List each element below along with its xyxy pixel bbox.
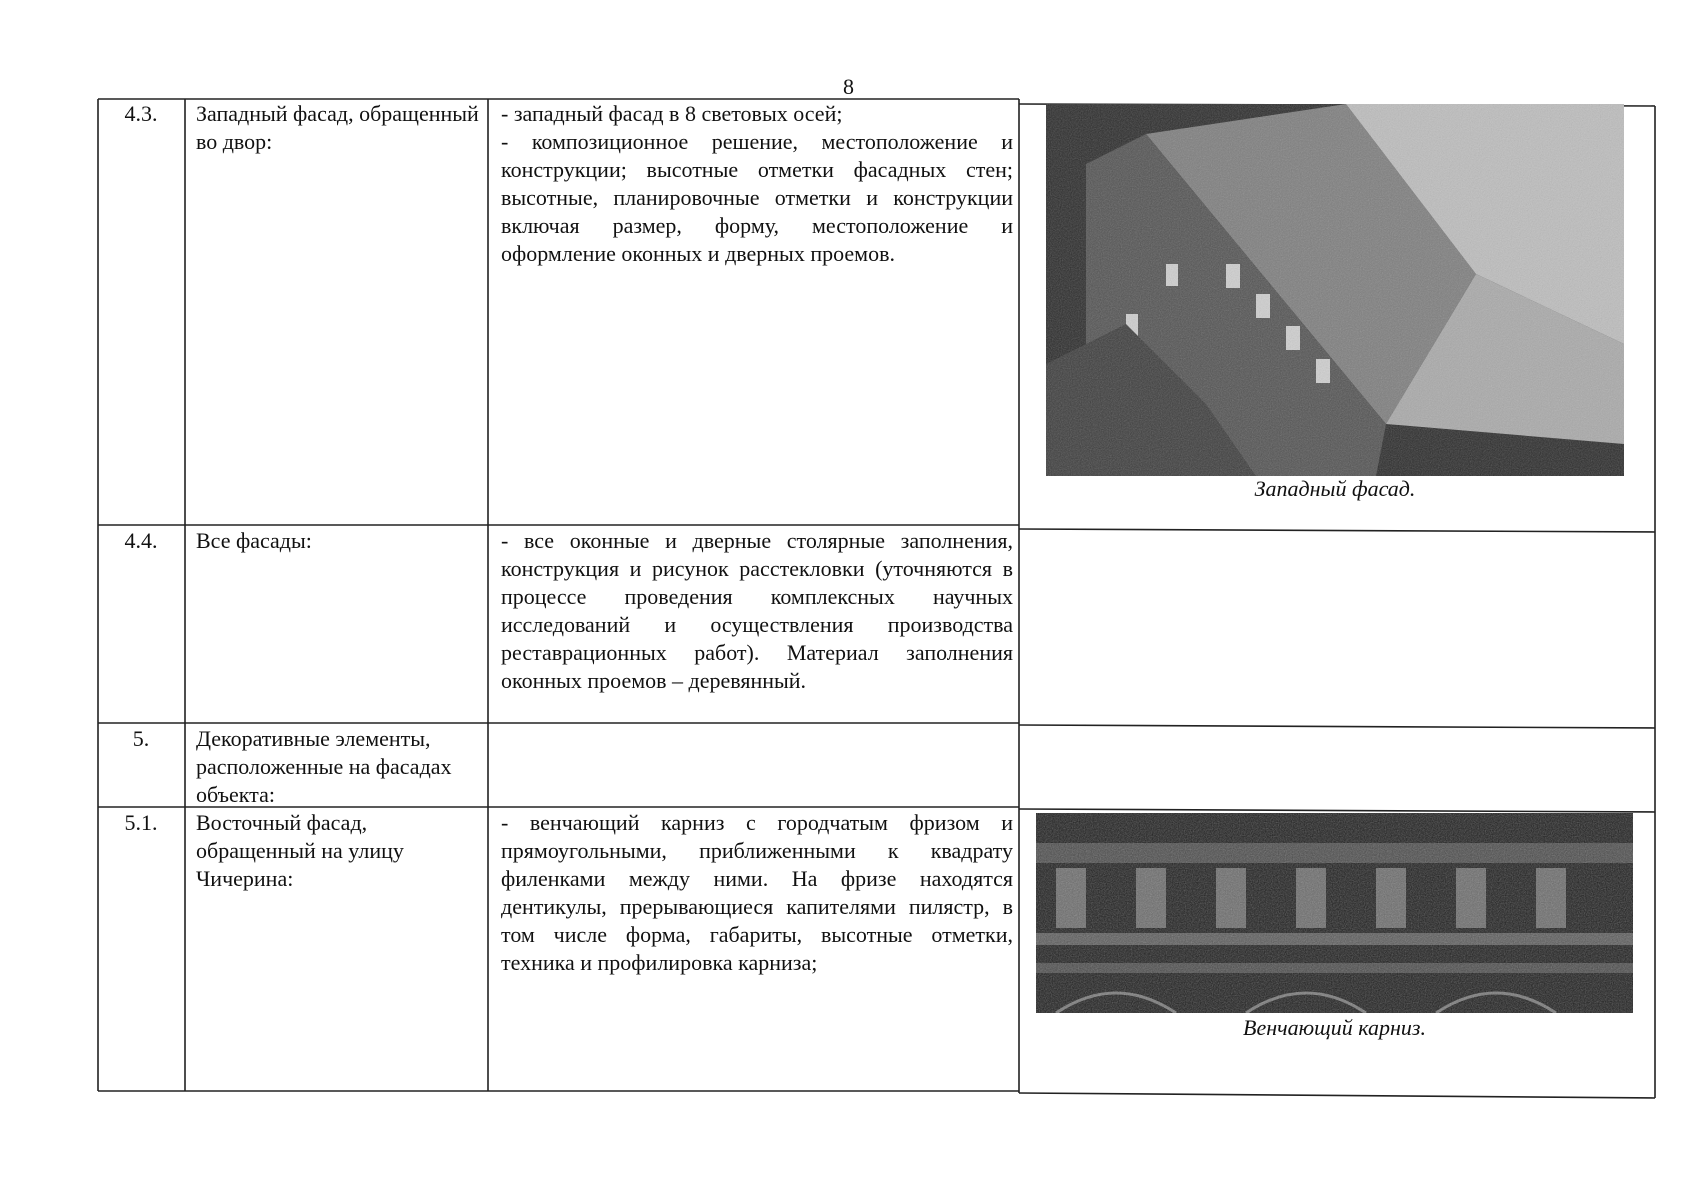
row-label: Западный фасад, обращенный во двор: (196, 101, 479, 154)
photo-caption: Западный фасад. (1254, 476, 1416, 501)
row-description (501, 527, 1013, 695)
row-number: 5. (132, 726, 150, 751)
photo-caption: Венчающий карниз. (1243, 1015, 1426, 1040)
row-label: Восточный фасад, обращенный на улицу Чичерина: (196, 810, 404, 891)
cornice-photo (1036, 813, 1633, 1013)
row-description (501, 809, 1013, 977)
description-line: - композиционное решение, местоположение и конструкции; высотные отметки фасадных стен; высотные, планировочные отметки и конструкции включая размер, форму, местоположение и оформление оконных и дверных проемов. (501, 129, 1013, 266)
row-label: Все фасады: (196, 528, 312, 553)
row-label: Декоративные элементы, расположенные на фасадах объекта: (196, 726, 452, 807)
row-number: 4.4. (124, 528, 158, 553)
description-line: - западный фасад в 8 световых осей; (501, 101, 843, 126)
description-line: - венчающий карниз с городчатым фризом и прямоугольными, приближенными к квадрату филенками между ними. На фризе находятся дентикулы, прерывающиеся капителями пилястр, в том числе форма, габариты, высотные отметки, техника и профилировка карниза; (501, 810, 1013, 975)
row-description (501, 100, 1013, 268)
row-number: 5.1. (124, 810, 158, 835)
description-line: - все оконные и дверные столярные заполнения, конструкция и рисунок расстекловки (уточняются в процессе проведения комплексных научных исследований и осуществления производства реставрационных работ). Материал заполнения оконных проемов – деревянный. (501, 528, 1013, 693)
west-facade-photo (1046, 104, 1624, 476)
row-number: 4.3. (124, 101, 158, 126)
page-number: 8 (843, 74, 854, 99)
